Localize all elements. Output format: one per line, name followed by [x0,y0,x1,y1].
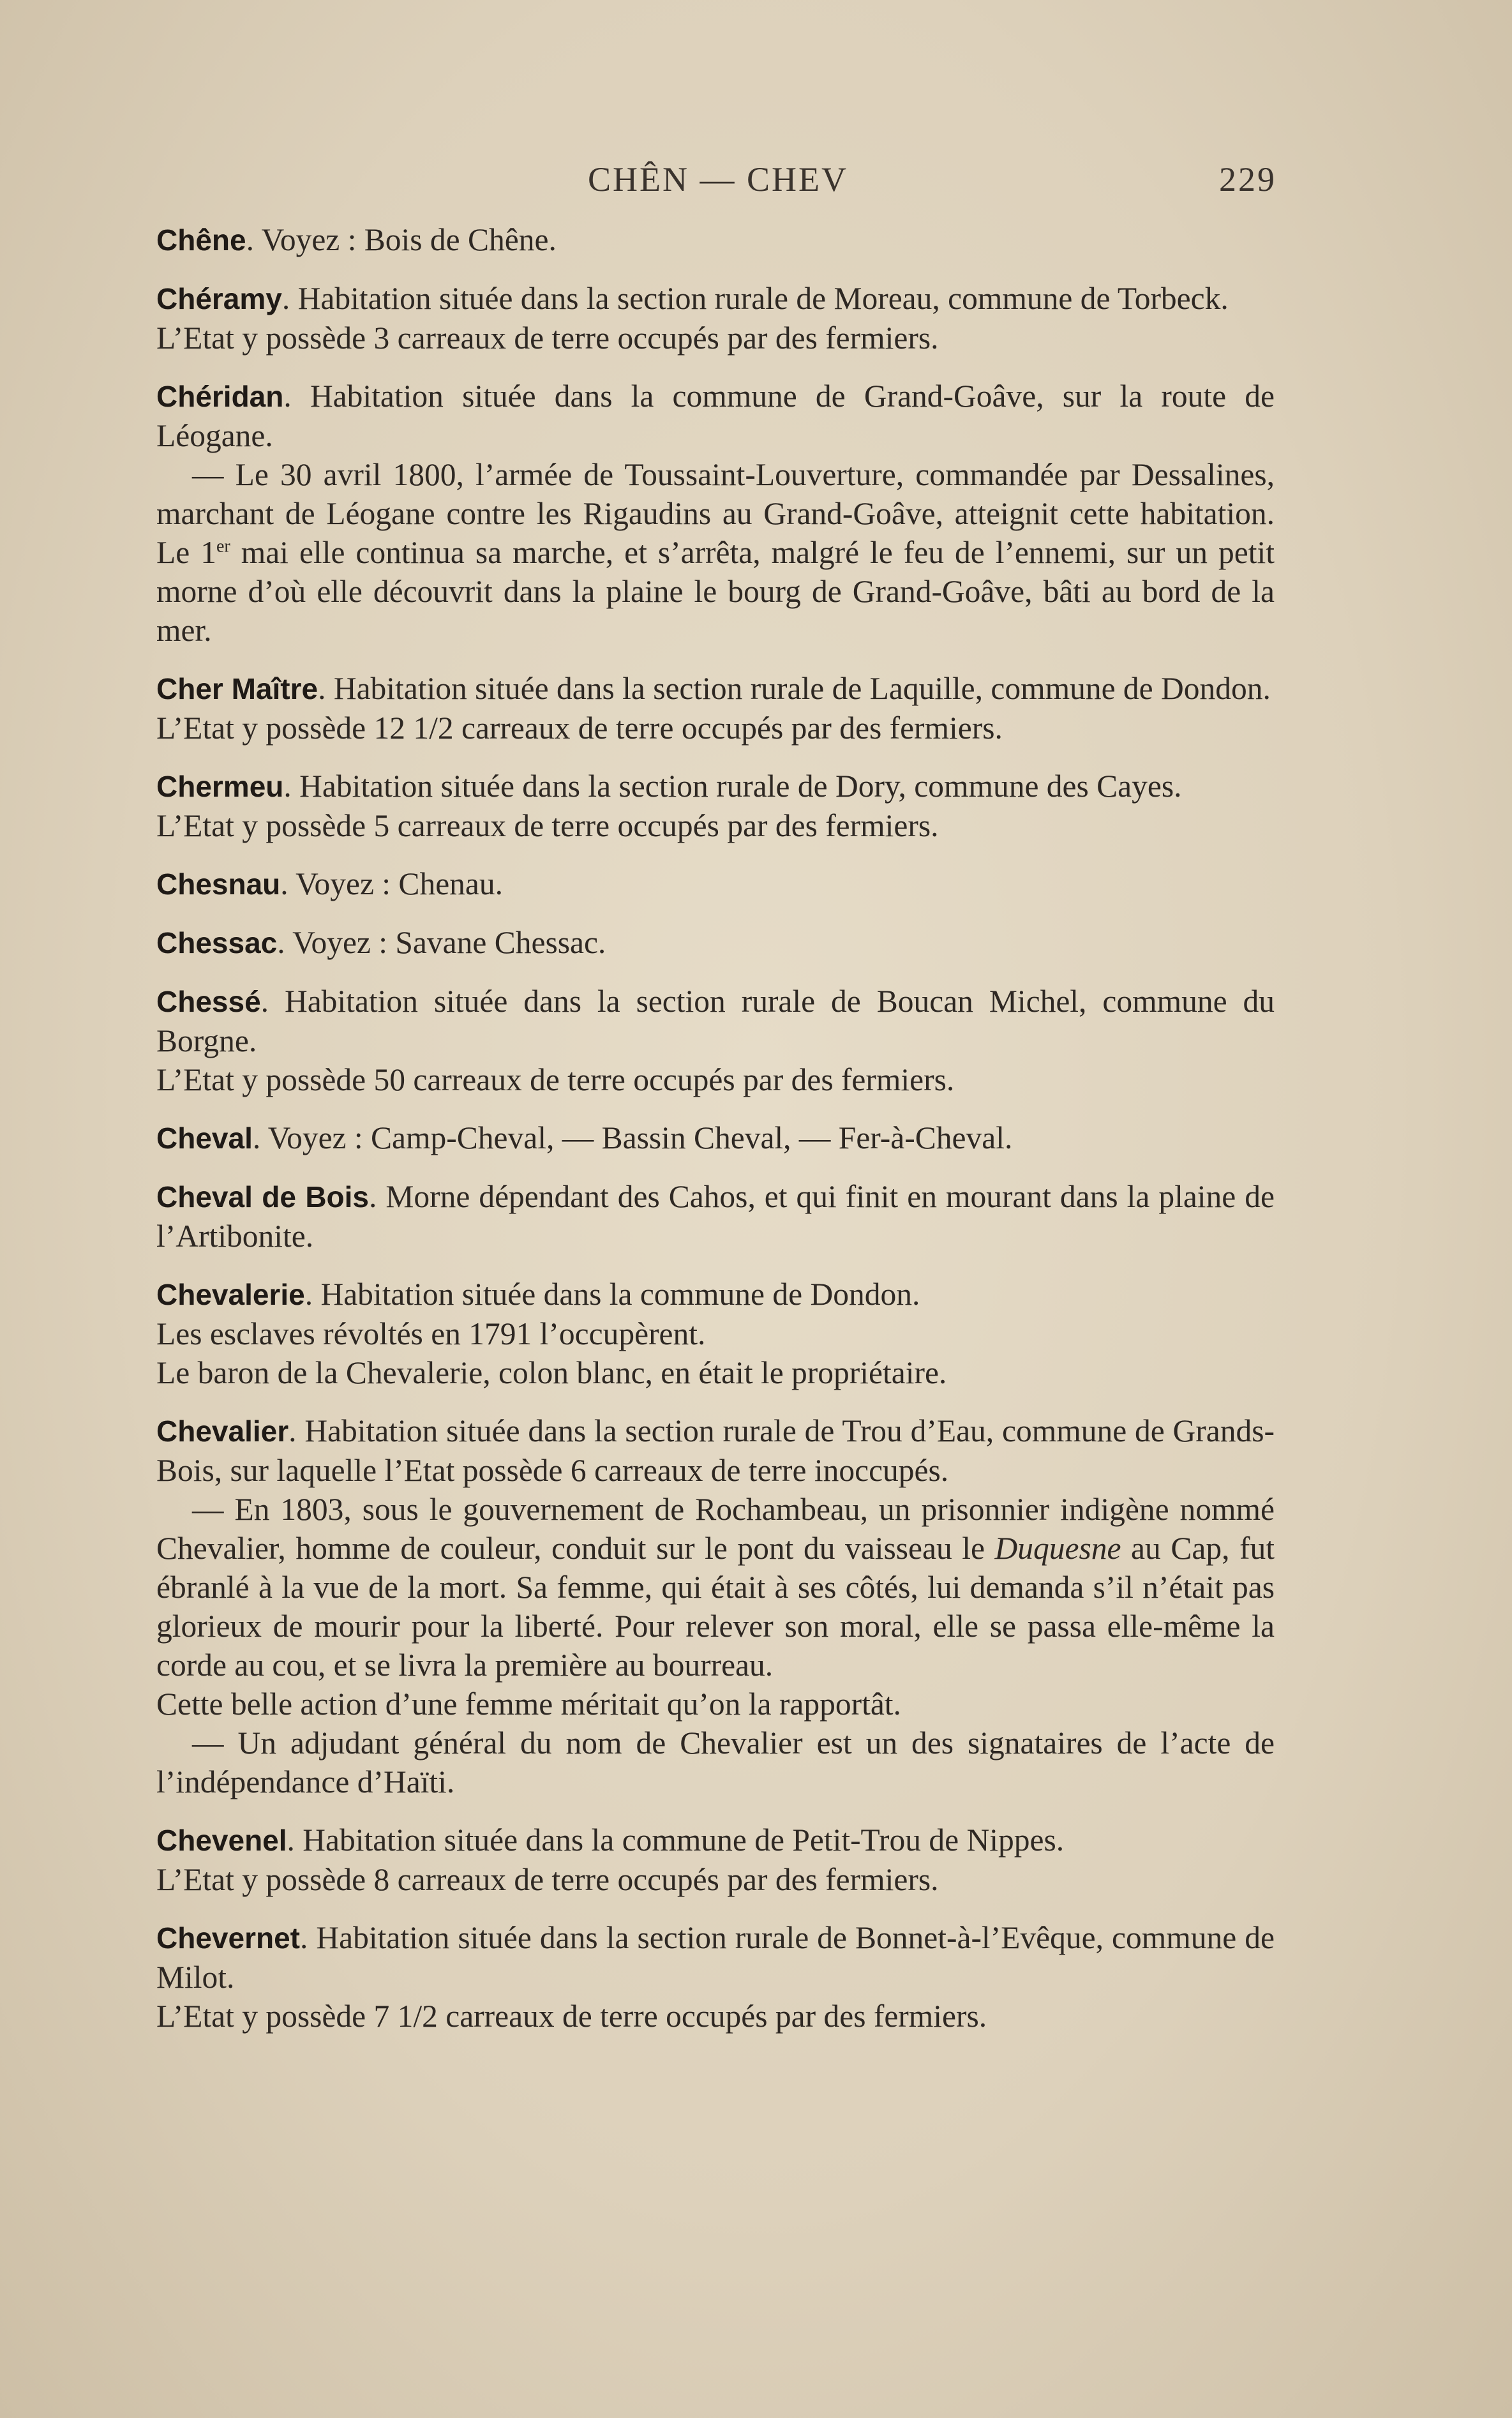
dictionary-body [156,220,1275,2055]
entry-paragraph: L’Etat y possède 5 carreaux de terre occupés par des fermiers. [156,808,939,843]
entry-headword: Chêne [156,223,246,257]
entry-paragraph: Le baron de la Chevalerie, colon blanc, en était le propriétaire. [156,1355,947,1390]
entry-chevalerie [156,1275,1275,1392]
entry-text: . Habitation située dans la commune de Petit-Trou de Nippes. [287,1822,1065,1858]
entry-chesnau [156,864,1275,904]
entry-text: . Habitation située dans la section rurale de Dory, commune des Cayes. [283,769,1182,804]
entry-headword: Chesnau [156,867,281,901]
entry-text: . Morne dépendant des Cahos, et qui finit en mourant dans la plaine de l’Artibonite. [156,1179,1275,1254]
paragraph-text: au Cap, fut ébranlé à la vue de la mort. Sa femme, qui était à ses côtés, lui demanda s’il n’était pas glorieux de mourir pour la liberté. Pour relever son moral, elle se passa elle-même la corde au cou, et se livra la première au bourreau. [156,1531,1275,1683]
entry-chermeu [156,767,1275,845]
entry-chevenel [156,1821,1275,1899]
entry-headword: Chéramy [156,282,282,315]
entry-headword: Chessé [156,985,261,1018]
entry-headword: Chéridan [156,380,284,413]
entry-text: . Habitation située dans la section rurale de Laquille, commune de Dondon. [318,671,1271,706]
entry-headword: Cher Maître [156,672,318,705]
superscript: er [216,536,230,557]
entry-text: . Voyez : Savane Chessac. [277,925,606,960]
entry-text: . Habitation située dans la section rurale de Boucan Michel, commune du Borgne. [156,984,1275,1058]
running-header [160,160,1276,204]
entry-headword: Cheval [156,1122,253,1155]
entry-headword: Chermeu [156,770,284,803]
entry-cheval-de-bois [156,1177,1275,1256]
entry-chene [156,220,1275,260]
paragraph-text: mai elle continua sa marche, et s’arrêta, malgré le feu de l’ennemi, sur un petit morne d’où elle découvrit dans la plaine le bourg de Grand-Goâve, bâti au bord de la mer. [156,535,1275,648]
entry-cheval [156,1118,1275,1158]
entry-paragraph: L’Etat y possède 50 carreaux de terre occupés par des fermiers. [156,1062,955,1097]
entry-text: . Habitation située dans la section rurale de Bonnet-à-l’Evêque, commune de Milot. [156,1920,1275,1995]
entry-headword: Chevernet [156,1921,300,1955]
entry-headword: Cheval de Bois [156,1180,369,1213]
entry-chessac [156,923,1275,963]
entry-text: . Habitation située dans la commune de Dondon. [304,1277,920,1312]
entry-text: . Habitation située dans la commune de Grand-Goâve, sur la route de Léogane. [156,379,1275,453]
header-title: CHÊN — CHEV [588,160,848,199]
entry-text: . Habitation située dans la section rurale de Trou d’Eau, commune de Grands-Bois, sur laquelle l’Etat possède 6 carreaux de terre inoccupés. [156,1413,1275,1488]
entry-paragraph: Cette belle action d’une femme méritait qu’on la rapportât. [156,1686,901,1722]
entry-text: . Voyez : Chenau. [280,866,504,901]
entry-paragraph: Les esclaves révoltés en 1791 l’occupèrent. [156,1316,706,1351]
paragraph-text: — Le 30 avril 1800, l’armée de Toussaint-Louverture, commandée par Dessalines, marchant de Léogane contre les Rigaudins au Grand-Goâve, atteignit cette habitation. Le 1 [156,457,1275,570]
entry-headword: Chevenel [156,1824,287,1857]
entry-text: . Voyez : Bois de Chêne. [246,222,557,257]
entry-chevernet [156,1918,1275,2036]
entry-paragraph: L’Etat y possède 3 carreaux de terre occupés par des fermiers. [156,320,939,356]
entry-cher-maitre [156,669,1275,747]
entry-headword: Chessac [156,926,278,959]
entry-paragraph: L’Etat y possède 12 1/2 carreaux de terre occupés par des fermiers. [156,710,1003,746]
entry-text: . Voyez : Camp-Cheval, — Bassin Cheval, — Fer-à-Cheval. [252,1120,1013,1155]
entry-headword: Chevalier [156,1415,289,1448]
entry-paragraph: L’Etat y possède 7 1/2 carreaux de terre occupés par des fermiers. [156,1999,987,2034]
entry-chesse [156,982,1275,1099]
paragraph-text: — En 1803, sous le gouvernement de Rochambeau, un prisonnier indigène nommé Chevalier, homme de couleur, conduit sur le pont du vaisseau le [156,1492,1275,1566]
entry-cheridan [156,377,1275,650]
entry-paragraph: — Un adjudant général du nom de Chevalier est un des signataires de l’acte de l’indépendance d’Haïti. [156,1725,1275,1799]
entry-chevalier [156,1411,1275,1801]
entry-text: . Habitation située dans la section rurale de Moreau, commune de Torbeck. [281,281,1229,316]
page-number: 229 [1219,160,1276,199]
entry-paragraph [156,1490,1275,1685]
entry-headword: Chevalerie [156,1278,305,1311]
entry-cheramy [156,279,1275,357]
entry-paragraph: L’Etat y possède 8 carreaux de terre occupés par des fermiers. [156,1862,939,1897]
entry-paragraph [156,455,1275,650]
ship-name: Duquesne [994,1531,1121,1566]
